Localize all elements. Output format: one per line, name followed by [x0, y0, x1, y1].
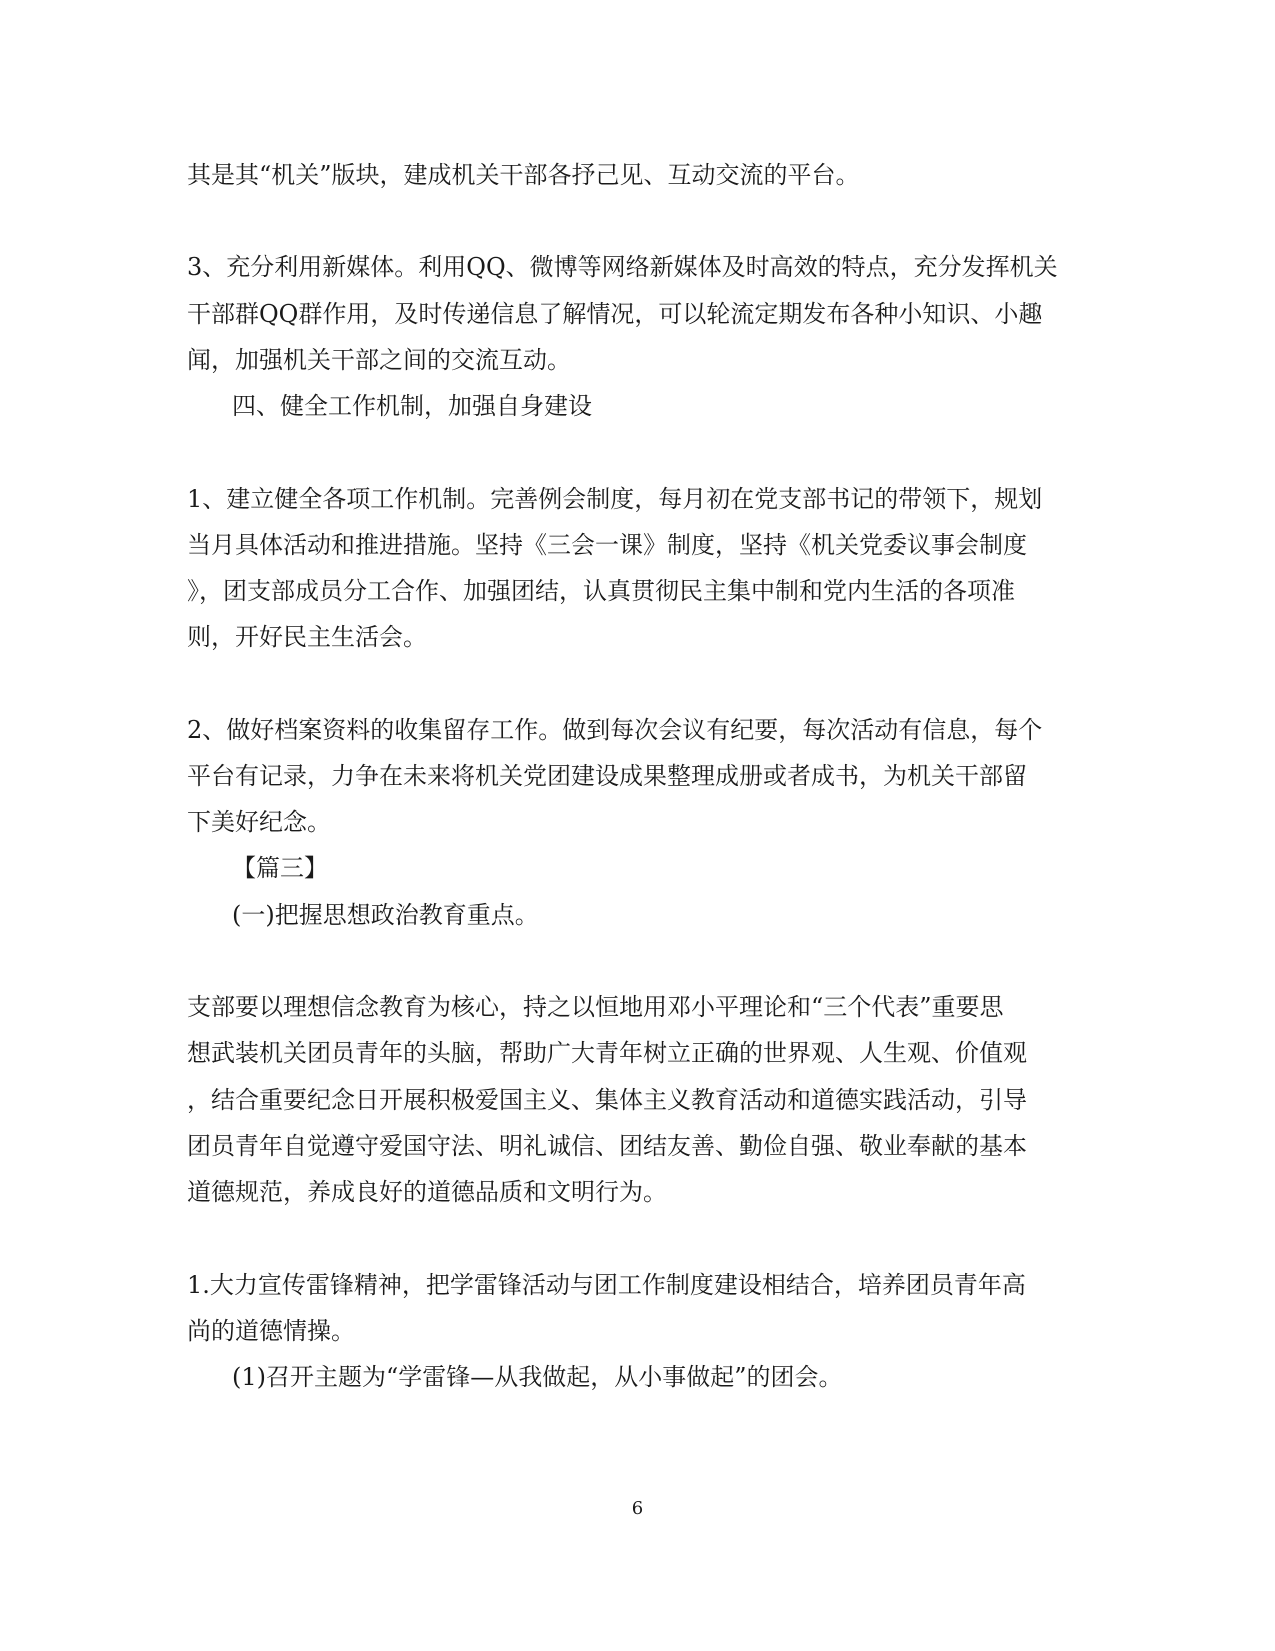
- text-line: 想武装机关团员青年的头脑，帮助广大青年树立正确的世界观、人生观、价值观: [187, 1039, 1027, 1067]
- text-line: 1.大力宣传雷锋精神，把学雷锋活动与团工作制度建设相结合，培养团员青年高: [187, 1271, 1026, 1299]
- text-line: 2、做好档案资料的收集留存工作。做到每次会议有纪要，每次活动有信息，每个: [187, 716, 1043, 744]
- text-line: 团员青年自觉遵守爱国守法、明礼诚信、团结友善、勤俭自强、敬业奉献的基本: [187, 1132, 1027, 1160]
- text-line: 3、充分利用新媒体。利用QQ、微博等网络新媒体及时高效的特点，充分发挥机关: [187, 253, 1058, 281]
- text-line: 尚的道德情操。: [187, 1317, 355, 1345]
- text-line: 支部要以理想信念教育为核心，持之以恒地用邓小平理论和“三个代表”重要思: [187, 993, 1004, 1021]
- text-line: 1、建立健全各项工作机制。完善例会制度，每月初在党支部书记的带领下，规划: [187, 485, 1043, 513]
- subheading: (一)把握思想政治教育重点。: [232, 901, 539, 929]
- text-line: ，结合重要纪念日开展积极爱国主义、集体主义教育活动和道德实践活动，引导: [187, 1086, 1027, 1114]
- text-line: 干部群QQ群作用，及时传递信息了解情况，可以轮流定期发布各种小知识、小趣: [187, 300, 1043, 328]
- text-line: 》，团支部成员分工合作、加强团结，认真贯彻民主集中制和党内生活的各项准: [187, 577, 1015, 605]
- text-line: (1)召开主题为“学雷锋—从我做起，从小事做起”的团会。: [232, 1363, 843, 1391]
- text-line: 则，开好民主生活会。: [187, 623, 427, 651]
- text-line: 闻，加强机关干部之间的交流互动。: [187, 346, 571, 374]
- text-line: 道德规范，养成良好的道德品质和文明行为。: [187, 1178, 667, 1206]
- text-line: 下美好纪念。: [187, 808, 331, 836]
- text-line: 平台有记录，力争在未来将机关党团建设成果整理成册或者成书，为机关干部留: [187, 762, 1027, 790]
- text-line: 其是其“机关”版块，建成机关干部各抒己见、互动交流的平台。: [187, 161, 860, 189]
- chapter-heading: 【篇三】: [232, 854, 328, 882]
- section-heading: 四、健全工作机制，加强自身建设: [232, 392, 592, 420]
- page-number: 6: [631, 1498, 644, 1519]
- text-line: 当月具体活动和推进措施。坚持《三会一课》制度，坚持《机关党委议事会制度: [187, 531, 1027, 559]
